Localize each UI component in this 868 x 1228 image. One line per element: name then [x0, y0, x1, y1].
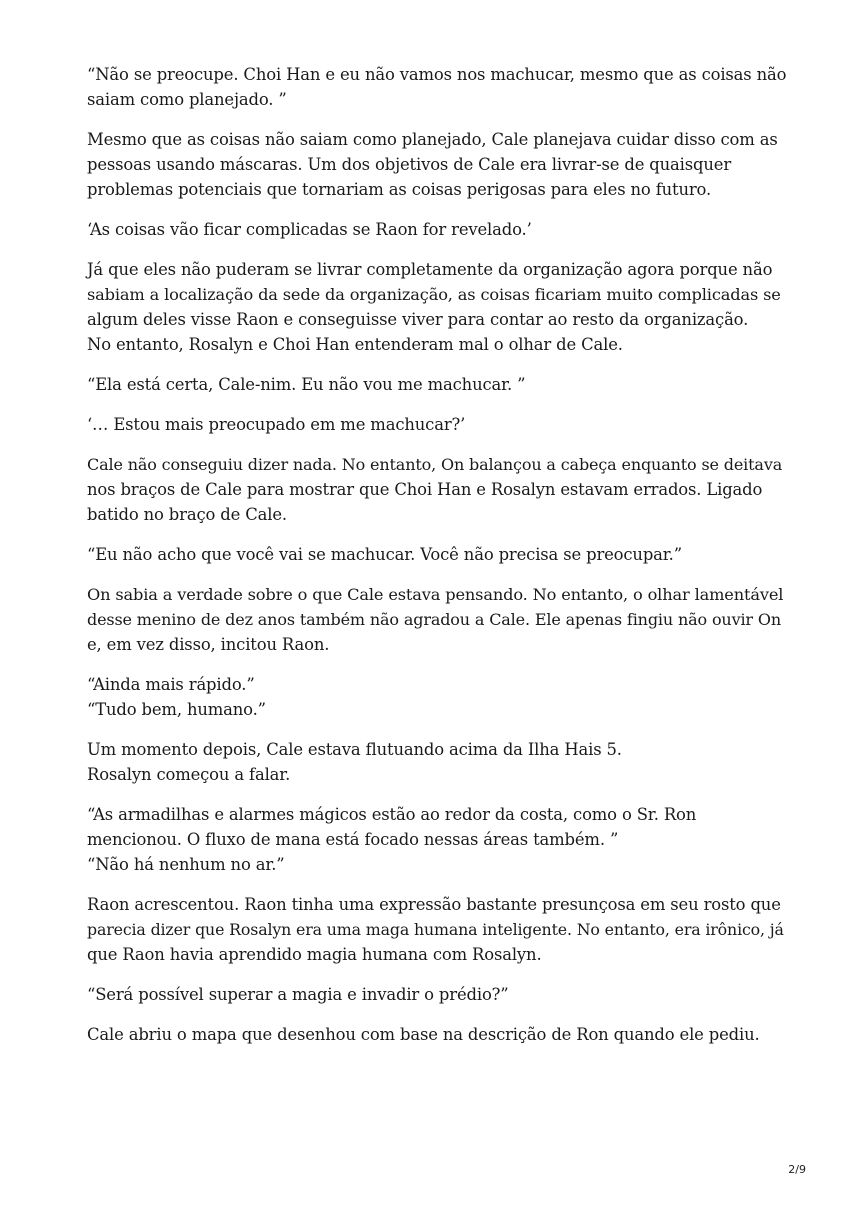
text-line: “As armadilhas e alarmes mágicos estão ao redor da costa, como o Sr. Ron: [87, 805, 697, 824]
paragraph-9: [87, 582, 787, 657]
paragraph-10: [87, 672, 787, 722]
text-line: “Não se preocupe. Choi Han e eu não vamos nos machucar, mesmo que as coisas não: [87, 65, 787, 84]
text-line: que Raon havia aprendido magia humana com Rosalyn.: [87, 945, 542, 964]
text-line: Cale não conseguiu dizer nada. No entanto, On balançou a cabeça enquanto se deitava: [87, 455, 783, 474]
paragraph-14: [87, 982, 787, 1007]
text-line: Raon acrescentou. Raon tinha uma expressão bastante presunçosa em seu rosto que: [87, 895, 781, 914]
text-line: Já que eles não puderam se livrar completamente da organização agora porque não: [87, 260, 773, 279]
text-line: problemas potenciais que tornariam as coisas perigosas para eles no futuro.: [87, 180, 712, 199]
text-line: batido no braço de Cale.: [87, 505, 287, 524]
page-number: 2/9: [788, 1163, 806, 1176]
paragraph-4: [87, 257, 787, 357]
paragraph-5: [87, 372, 787, 397]
text-line: “Tudo bem, humano.”: [87, 700, 266, 719]
text-line: parecia dizer que Rosalyn era uma maga humana inteligente. No entanto, era irônico, já: [87, 920, 784, 939]
text-line: pessoas usando máscaras. Um dos objetivos de Cale era livrar-se de quaisquer: [87, 155, 732, 174]
paragraph-3: [87, 217, 787, 242]
paragraph-2: [87, 127, 787, 202]
text-line: e, em vez disso, incitou Raon.: [87, 635, 330, 654]
text-line: ‘… Estou mais preocupado em me machucar?’: [87, 415, 466, 434]
text-line: ‘As coisas vão ficar complicadas se Raon for revelado.’: [87, 220, 532, 239]
paragraph-1: [87, 62, 787, 112]
text-line: “Será possível superar a magia e invadir o prédio?”: [87, 985, 509, 1004]
text-line: Cale abriu o mapa que desenhou com base na descrição de Ron quando ele pediu.: [87, 1025, 760, 1044]
text-line: mencionou. O fluxo de mana está focado nessas áreas também. ”: [87, 830, 619, 849]
text-line: “Ainda mais rápido.”: [87, 675, 255, 694]
paragraph-11: [87, 737, 787, 787]
paragraph-6: [87, 412, 787, 437]
text-line: Mesmo que as coisas não saiam como planejado, Cale planejava cuidar disso com as: [87, 130, 778, 149]
paragraph-7: [87, 452, 787, 527]
text-line: “Eu não acho que você vai se machucar. Você não precisa se preocupar.”: [87, 545, 682, 564]
text-line: algum deles visse Raon e conseguisse viver para contar ao resto da organização.: [87, 310, 749, 329]
text-line: No entanto, Rosalyn e Choi Han entenderam mal o olhar de Cale.: [87, 335, 623, 354]
text-line: “Não há nenhum no ar.”: [87, 855, 285, 874]
paragraph-15: [87, 1022, 787, 1047]
text-line: saiam como planejado. ”: [87, 90, 287, 109]
text-line: On sabia a verdade sobre o que Cale estava pensando. No entanto, o olhar lamentável: [87, 585, 784, 604]
paragraph-13: [87, 892, 787, 967]
text-line: nos braços de Cale para mostrar que Choi Han e Rosalyn estavam errados. Ligado: [87, 480, 763, 499]
paragraph-12: [87, 802, 787, 877]
text-line: “Ela está certa, Cale-nim. Eu não vou me machucar. ”: [87, 375, 526, 394]
text-line: Rosalyn começou a falar.: [87, 765, 291, 784]
document-body: [87, 62, 787, 1062]
text-line: desse menino de dez anos também não agradou a Cale. Ele apenas fingiu não ouvir On: [87, 610, 781, 629]
paragraph-8: [87, 542, 787, 567]
text-line: Um momento depois, Cale estava flutuando acima da Ilha Hais 5.: [87, 740, 622, 759]
text-line: sabiam a localização da sede da organização, as coisas ficariam muito complicadas se: [87, 285, 781, 304]
